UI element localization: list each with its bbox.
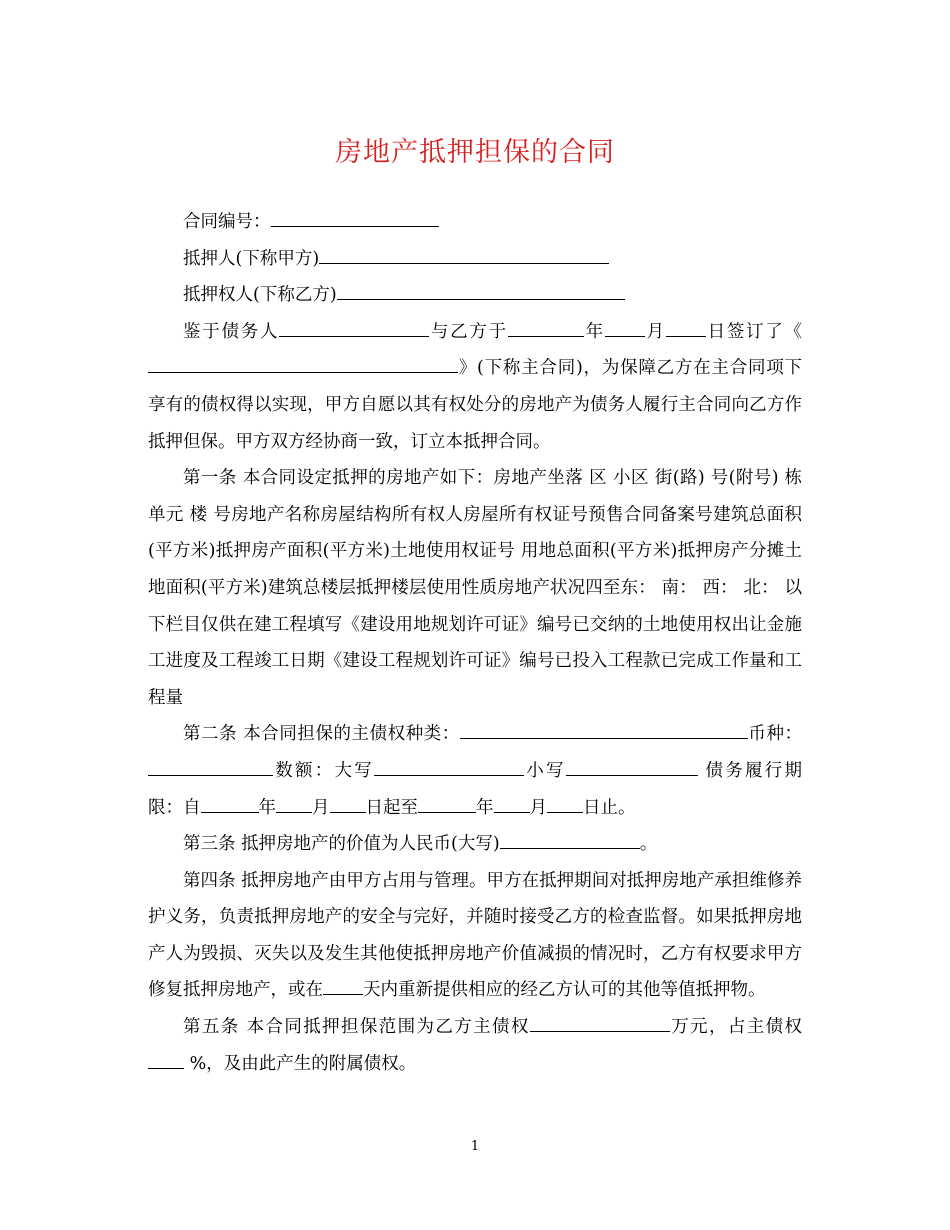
recital-text: 日签订了 [705, 321, 785, 342]
article-5-text: 第五条 本合同抵押担保范围为乙方主债权 [183, 1017, 530, 1038]
sign-year-blank [508, 318, 584, 337]
debtor-blank [279, 318, 429, 337]
article-2-text: 币种： [747, 724, 803, 745]
mortgagor-label: 抵押人(下称甲方) [183, 248, 320, 269]
mortgagor-line [148, 241, 802, 278]
recital-text: 鉴于债务人 [183, 321, 280, 342]
sign-day-blank [666, 318, 706, 337]
article-5-text: %，及由此产生的附属债权。 [184, 1053, 417, 1074]
main-contract-name-blank [148, 354, 458, 373]
contract-body [148, 204, 802, 1082]
article-3-text: 。 [639, 834, 658, 855]
sign-month-blank [605, 318, 645, 337]
article-4 [148, 863, 802, 1009]
debt-type-blank [460, 720, 748, 739]
article-3-text: 第三条 抵押房地产的价值为人民币(大写) [183, 834, 500, 855]
mortgagor-blank [319, 245, 609, 264]
article-2-text: 第二条 本合同担保的主债权种类： [183, 724, 460, 745]
article-2-text: 年 [476, 797, 494, 818]
contract-number-label: 合同编号： [183, 212, 271, 232]
end-day-blank [547, 794, 583, 813]
article-2-text: 月 [312, 797, 330, 818]
contract-number-blank [271, 208, 439, 227]
currency-blank [148, 757, 273, 776]
article-1: 第一条 本合同设定抵押的房地产如下：房地产坐落 区 小区 街(路) 号(附号) 栋 单元 楼 号房地产名称房屋结构所有权人房屋所有权证号预售合同备案号建筑总面积(平方米)抵押房产面积(平方米)土地使用权证号 用地总面积(平方米)抵押房产分摊土地面积(平方米)建筑总楼层抵押楼层使用性质房地产状况四至东： 南： 西： 北： 以下栏目仅供在建工程填写《建设用地规划许可证》编号已交纳的土地使用权出让金施工进度及工程竣工日期《建设工程规划许可证》编号已投入工程款已完成工作量和工程量 [148, 468, 802, 708]
principal-amount-blank [530, 1013, 670, 1032]
article-2 [148, 716, 802, 826]
amount-figures-blank [566, 757, 698, 776]
recital-paragraph [148, 314, 802, 460]
recital-text: 年 [583, 321, 605, 342]
article-2-text: 小写 [523, 760, 566, 781]
property-value-blank [500, 830, 640, 849]
recital-text: 月 [644, 321, 666, 342]
recital-text: 《 [784, 321, 803, 342]
article-2-text: 年 [258, 797, 276, 818]
start-month-blank [276, 794, 312, 813]
percentage-blank [148, 1050, 184, 1069]
page-number: 1 [470, 1139, 480, 1154]
amount-words-blank [374, 757, 524, 776]
end-month-blank [494, 794, 530, 813]
end-year-blank [418, 794, 476, 813]
mortgagee-label: 抵押权人(下称乙方) [183, 285, 337, 306]
start-day-blank [330, 794, 366, 813]
mortgagee-blank [337, 281, 625, 300]
article-2-text: 数额：大写 [273, 760, 374, 781]
article-5 [148, 1009, 802, 1082]
article-2-text: 日起至 [365, 797, 418, 818]
article-3 [148, 826, 802, 863]
article-2-text: 日止。 [583, 797, 636, 818]
article-2-text: 债务履行期限：自 [148, 760, 803, 818]
replacement-days-blank [323, 976, 363, 995]
article-5-text: 万元，占主债权 [669, 1017, 803, 1038]
document-title: 房地产抵押担保的合同 [335, 137, 615, 168]
recital-text: 》(下称主合同)，为保障乙方在主合同项下享有的债权得以实现，甲方自愿以其有权处分的房地产为债务人履行主合同向乙方作抵押但保。甲方双方经协商一致，订立本抵押合同。 [148, 358, 802, 452]
start-year-blank [201, 794, 259, 813]
article-4-text: 天内重新提供相应的经乙方认可的其他等值抵押物。 [363, 980, 766, 1001]
recital-text: 与乙方于 [429, 321, 508, 342]
article-4-text: 第四条 抵押房地产由甲方占用与管理。甲方在抵押期间对抵押房地产承担维修养护义务，负责抵押房地产的安全与完好，并随时接受乙方的检查监督。如果抵押房地产人为毁损、灭失以及发生其他使抵押房地产价值减损的情况时，乙方有权要求甲方修复抵押房地产，或在 [148, 870, 802, 1001]
mortgagee-line [148, 277, 802, 314]
contract-number-line [148, 204, 802, 241]
article-2-text: 月 [529, 797, 547, 818]
